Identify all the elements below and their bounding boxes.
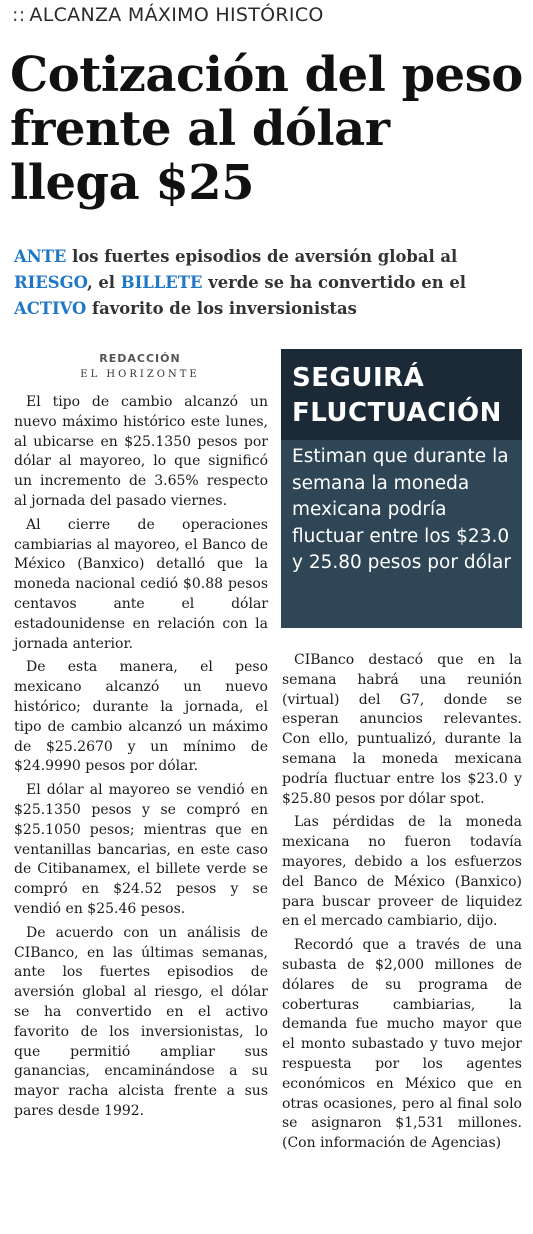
article-column-right [282,651,522,1158]
paragraph: Recordó que a través de una subasta de $2,000 millones de dólares de su programa de coberturas cambiarias, la demanda fue mucho mayor que el monto subastado y tuvo mejor respuesta por los agentes económicos en México que en otras ocasiones, pero al final solo se asignaron $1,531 millones. (Con información de Agencias) [282,937,522,1152]
deck [14,244,524,322]
paragraph: CIBanco destacó que en la semana habrá una reunión (virtual) del G7, donde se esperan anuncios relevantes. Con ello, puntualizó, durante la semana la moneda mexicana podría fluctuar entre los $23.0 y $25.80 pesos por dólar spot. [282,652,522,807]
sidebar-title: SEGUIRÁ FLUCTUACIÓN [281,349,522,440]
deck-keyword: RIESGO [14,273,87,292]
headline: Cotización del peso frente al dólar llega $25 [10,47,523,211]
deck-keyword: ANTE [14,247,67,266]
deck-text: , el [86,273,121,292]
paragraph: De esta manera, el peso mexicano alcanzó un nuevo histórico; durante la jornada, el tipo de cambio alcanzó un máximo de $25.2670 y un mínimo de $24.9990 pesos por dólar. [14,659,268,775]
paragraph: El tipo de cambio alcanzó un nuevo máximo histórico este lunes, al ubicarse en $25.1350 pesos por dólar al mayoreo, lo que significó un incremento de 3.65% respecto al jornada del pasado viernes. [14,394,268,509]
article-column-left [14,393,268,1126]
paragraph: Las pérdidas de la moneda mexicana no fueron todavía mayores, debido a los esfuerzos del Banco de México (Banxico) para buscar proveer de liquidez en el mercado cambiario, dijo. [282,814,522,930]
sidebar-body: Estiman que durante la semana la moneda mexicana podría fluctuar entre los $23.0 y 25.80 pesos por dólar [292,446,511,573]
byline [14,352,266,380]
kicker [12,4,324,26]
deck-text: los fuertes episodios de aversión global al [66,247,458,266]
sidebar-box [281,349,522,628]
paragraph: Al cierre de operaciones cambiarias al mayoreo, el Banco de México (Banxico) detalló que la moneda nacional cedió $0.88 pesos centavos ante el dólar estadounidense en relación con la jornada anterior. [14,516,268,652]
kicker-text: ALCANZA MÁXIMO HISTÓRICO [29,4,324,26]
deck-keyword: ACTIVO [14,299,87,318]
deck-text: favorito de los inversionistas [86,299,357,318]
paragraph: De acuerdo con un análisis de CIBanco, en las últimas semanas, ante los fuertes episodios de aversión global al riesgo, el dólar se ha convertido en el activo favorito de los inversionistas, lo que permitió ampliar sus ganancias, encaminándose a su mayor racha alcista frente a sus pares desde 1992. [14,924,268,1119]
deck-text: verde se ha convertido en el [202,273,466,292]
paragraph: El dólar al mayoreo se vendió en $25.1350 pesos y se compró en $25.1050 pesos; mientras que en ventanillas bancarias, en este caso de Citibanamex, el billete verde se compró en $24.52 pesos y se vendió en $25.46 pesos. [14,782,268,917]
byline-publication: EL HORIZONTE [80,369,200,380]
deck-keyword: BILLETE [120,273,203,292]
byline-author: REDACCIÓN [99,352,181,365]
kicker-prefix: :: [12,4,26,26]
